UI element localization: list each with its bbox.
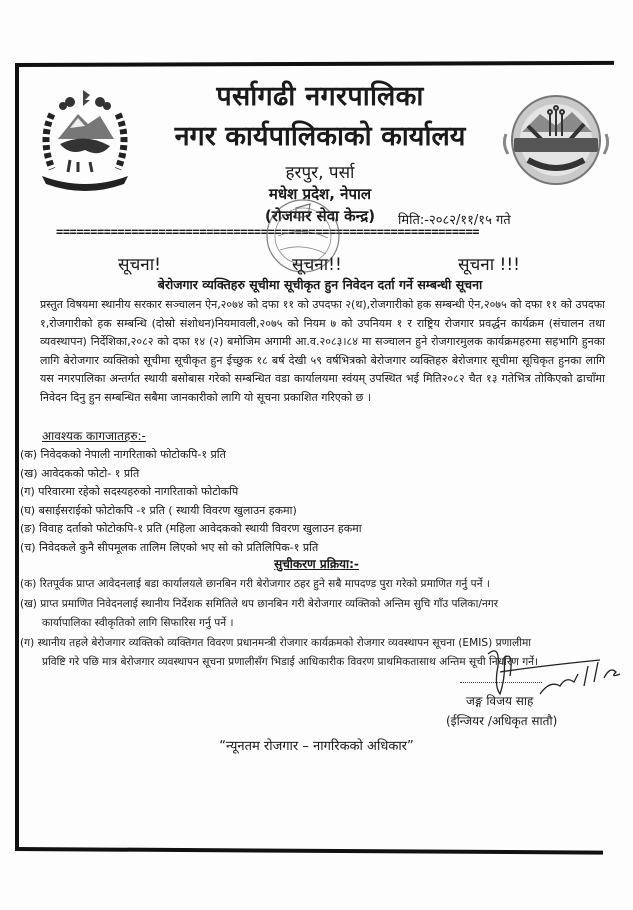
document-item: (ङ) विवाह दर्ताको फोटोकपि-१ प्रति (महिला आवेदकको स्थायी विवरण खुलाउन हकमा — [20, 522, 362, 535]
nepal-emblem-icon — [30, 84, 140, 194]
municipality-name: पर्सागढी नगरपालिका — [216, 81, 424, 112]
service-center: (रोजगार सेवा केन्द्र) — [264, 207, 376, 225]
procedure-heading: सुचीकरण प्रक्रिया:- — [274, 557, 359, 571]
document-item: (च) निवेदकले कुनै सीपमूलक तालिम लिएको भए सो को प्रतिलिपिक-१ प्रति — [20, 540, 319, 554]
notice-label-1: सूचना! — [118, 255, 161, 275]
signatory-name: जङ्ग विजय साह — [466, 694, 534, 708]
documents-list — [20, 446, 480, 557]
procedure-item-continued: कार्यापालिका स्वीकृतिको लागि सिफारिस गर्नु पर्ने । — [42, 617, 234, 629]
document-item: (घ) बसाईसराईको फोटोकपि -१ प्रति ( स्थायी विवरण खुलाउन हकमा) — [20, 503, 297, 517]
document-item: (ख) आवेदकको फोटो- १ प्रति — [20, 466, 140, 480]
procedure-item: (ख) प्राप्त प्रमाणित निवेदनलाई स्थानीय निर्देशक समितिले थप छानबिन गरी बेरोजगार व्यक्तिको अन्तिम सुचि गाँउ पलिका/नगर — [20, 597, 499, 610]
province-address: मधेश प्रदेश, नेपाल — [268, 185, 372, 203]
notice-date: मिति:-२०८२/११/१५ गते — [398, 213, 511, 228]
procedure-item-continued: प्रविष्टि गरे पछि मात्र बेरोजगार व्यवस्थापन सूचना प्रणालीसँग भिडाई आधिकारीक विवरण प्राथमिकतासाथ अन्तिम सूची निर्धारण गर्ने। — [42, 656, 539, 668]
notice-subject: बेरोजगार व्यक्तिहरु सूचीमा सूचीकृत हुन निवेदन दर्ता गर्ने सम्बन्धी सूचना — [157, 277, 483, 292]
document-item: (ग) परिवारमा रहेको सदस्यहरुको नागरिताको फोटोकपि — [20, 485, 239, 498]
motto: “न्यूनतम रोजगार – नागरिकको अधिकार” — [219, 739, 414, 754]
documents-heading: आवश्यक कागजातहरु:- — [42, 429, 146, 443]
notice-label-2: सूचना!! — [292, 255, 342, 275]
document-item: (क) निवेदकको नेपाली नागरिताको फोटोकपि-१ प्रति — [20, 448, 226, 461]
procedure-item: (ग) स्थानीय तहले बेरोजगार व्यक्तिको व्यक्तिगत विवरण प्रधानमन्त्री रोजगार कार्यक्रमको रोजगार व्यवस्थापन सूचना (EMIS) प्रणालीमा — [20, 636, 532, 649]
page-border-top — [16, 61, 614, 67]
procedure-item: (क) रितपूर्वक प्राप्त आवेदनलाई बडा कार्यालयले छानबिन गरी बेरोजगार ठहर हुने सबै मापदण्ड पुरा गरेको प्रमाणित गर्नु पर्ने । — [20, 578, 490, 590]
signatory-title: (ईन्जियर /अधिकृत सातौ) — [446, 714, 558, 728]
page-border-bottom — [15, 847, 603, 855]
pm-employment-programme-logo-icon — [500, 84, 612, 194]
notice-label-3: सूचना !!! — [458, 255, 520, 275]
notice-body: प्रस्तुत विषयमा स्थानीय सरकार सञ्चालन ऐन,२०७४ को दफा ११ को उपदफा २(थ),रोजगारीको हक सम्बन्धी ऐन,२०७५ को दफा ११ को उपदफा १,रोजगारीको हक सम्बन्धि (दोस्रो संशोधन)नियमावली,२०७५ को नियम ७ को उपनियम १ र राष्ट्रिय रोजगार प्रवर्द्धन कार्यक्रम (संचालन तथा व्यवस्थापन) निर्देशिका,२०८२ को दफा १४ (२) बमोजिम अगामी आ.व.२०८३।८४ मा सञ्चालन हुने रोजगारमुलक कार्यक्रमहरुमा सहभागि हुनका लागि बेरोजगार व्यक्तिको सूचीमा सूचीकृत हुन ईच्छुक १८ बर्ष देखी ५९ वर्षभित्रको बेरोजगार व्यक्तिहरु बेरोजगार सूचीमा सूचिकृत हुनका लागि यस नगरपालिका अन्तर्गत स्थायी बसोबास गरेको सम्बन्धित वडा कार्यालयमा स्वंयम् उपस्थित भई मिति२०८२ चैत १३ गतेभित्र तोकिएको ढाचाँमा निवेदन दिनु हुन सम्बन्धित सबैमा जानकारीको लागि यो सूचना प्रकाशित गरिएको छ । — [40, 298, 605, 404]
signature-line — [460, 682, 542, 683]
office-name: नगर कार्यपालिकाको कार्यालय — [174, 121, 466, 152]
divider-line: ============================================================== — [56, 225, 480, 239]
page-border-left — [15, 63, 19, 851]
city-address: हरपुर, पर्सा — [285, 163, 355, 183]
